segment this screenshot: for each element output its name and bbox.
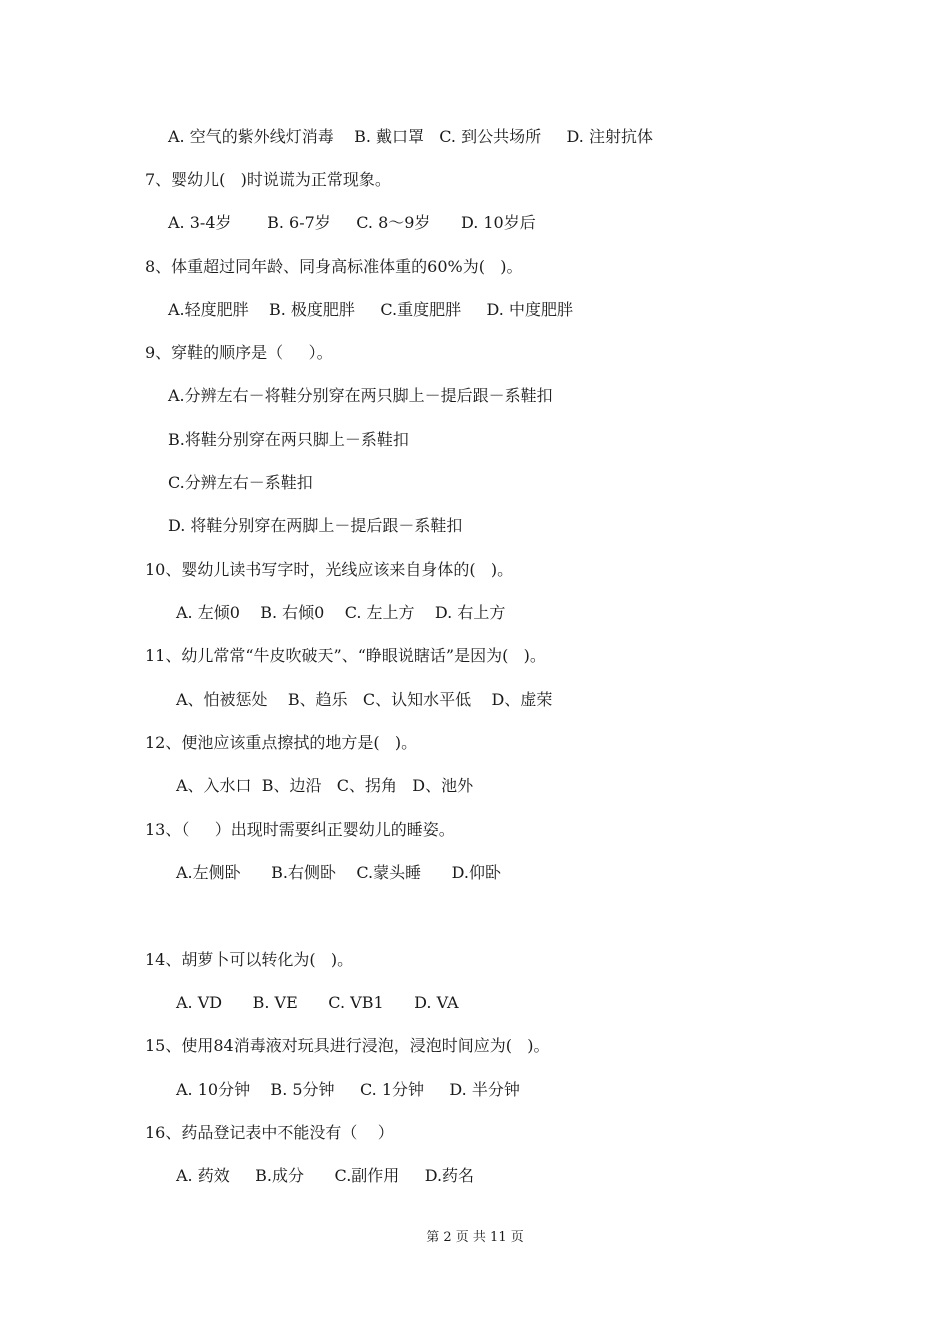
question-11: 11、幼儿常常“牛皮吹破天”、“睁眼说瞎话”是因为( )。 (145, 646, 546, 665)
question-8: 8、体重超过同年龄、同身高标准体重的60%为( )。 (145, 257, 523, 276)
q11-options: A、怕被惩处 B、趋乐 C、认知水平低 D、虚荣 (176, 690, 553, 709)
q9-option-d: D. 将鞋分别穿在两脚上－提后跟－系鞋扣 (168, 516, 463, 535)
question-7: 7、婴幼儿( )时说谎为正常现象。 (145, 170, 391, 189)
q13-options: A.左侧卧 B.右侧卧 C.蒙头睡 D.仰卧 (176, 863, 501, 882)
page-footer: 第 2 页 共 11 页 (426, 1230, 524, 1245)
q9-option-c: C.分辨左右－系鞋扣 (168, 473, 313, 492)
question-15: 15、使用84消毒液对玩具进行浸泡，浸泡时间应为( )。 (145, 1036, 550, 1055)
q10-options: A. 左倾0 B. 右倾0 C. 左上方 D. 右上方 (176, 603, 506, 622)
question-13: 13、（ ）出现时需要纠正婴幼儿的睡姿。 (145, 820, 455, 839)
q9-option-b: B.将鞋分别穿在两只脚上－系鞋扣 (168, 430, 409, 449)
question-9: 9、穿鞋的顺序是（ ）。 (145, 343, 333, 362)
question-10: 10、婴幼儿读书写字时，光线应该来自身体的( )。 (145, 560, 514, 579)
q14-options: A. VD B. VE C. VB1 D. VA (176, 993, 459, 1012)
q7-options: A. 3-4岁 B. 6-7岁 C. 8～9岁 D. 10岁后 (168, 213, 536, 232)
q12-options: A、入水口 B、边沿 C、拐角 D、池外 (176, 776, 474, 795)
q8-options: A.轻度肥胖 B. 极度肥胖 C.重度肥胖 D. 中度肥胖 (168, 300, 573, 319)
q9-option-a: A.分辨左右－将鞋分别穿在两只脚上－提后跟－系鞋扣 (168, 386, 553, 405)
q16-options: A. 药效 B.成分 C.副作用 D.药名 (176, 1166, 475, 1185)
question-12: 12、便池应该重点擦拭的地方是( )。 (145, 733, 418, 752)
question-16: 16、药品登记表中不能没有（ ） (145, 1123, 394, 1142)
q6-options: A. 空气的紫外线灯消毒 B. 戴口罩 C. 到公共场所 D. 注射抗体 (168, 127, 653, 146)
q15-options: A. 10分钟 B. 5分钟 C. 1分钟 D. 半分钟 (176, 1080, 520, 1099)
question-14: 14、胡萝卜可以转化为( )。 (145, 950, 354, 969)
